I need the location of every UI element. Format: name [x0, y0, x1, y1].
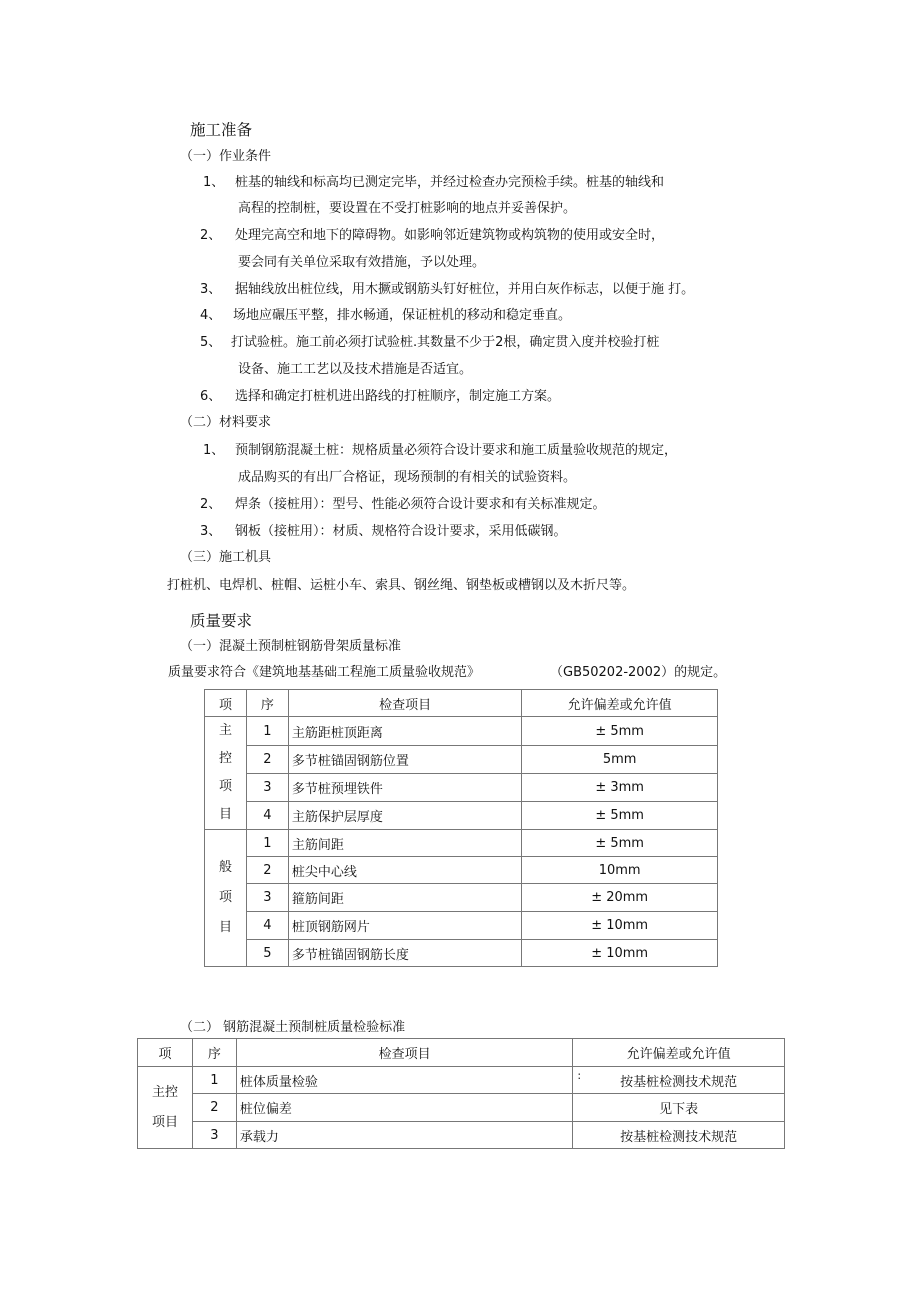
list-item-text: 选择和确定打桩机进出路线的打桩顺序，制定施工方案。: [235, 389, 561, 404]
check-item: 桩位偏差: [236, 1094, 572, 1122]
check-item: 多节桩锚固钢筋长度: [288, 940, 521, 967]
tolerance-value: ± 5mm: [522, 801, 718, 829]
list-item-text: 场地应碾压平整，排水畅通，保证桩机的移动和稳定垂直。: [233, 308, 572, 323]
header-cell: 允许偏差或允许值: [573, 1039, 785, 1067]
tolerance-value: 5mm: [522, 746, 718, 774]
row-number: 1: [246, 830, 288, 857]
subheading-pile-inspection-standard: （二） 钢筋混凝土预制桩质量检验标准: [180, 1020, 406, 1035]
row-number: 4: [246, 912, 288, 940]
tolerance-cell: [573, 1067, 785, 1094]
list-item-text: 据轴线放出桩位线，用木撅或钢筋头钉好桩位，并用白灰作标志，以便于施 打。: [235, 282, 695, 297]
tolerance-value: 见下表: [573, 1094, 785, 1122]
list-item-text: 成品购买的有出厂合格证，现场预制的有相关的试验资料。: [238, 470, 577, 485]
subheading-materials: （二）材料要求: [180, 415, 272, 430]
header-cell: 允许偏差或允许值: [522, 690, 718, 717]
section-title-prep: 施工准备: [190, 121, 253, 139]
list-item-text: 钢板（接桩用）：材质、规格符合设计要求，采用低碳钢。: [235, 524, 567, 539]
list-item-number: 3、: [200, 282, 222, 297]
tolerance-value: ± 5mm: [522, 717, 718, 746]
tolerance-value: 10mm: [522, 857, 718, 884]
header-cell: 序: [246, 690, 288, 717]
list-item-text: 打试验桩。施工前必须打试验桩.其数量不少于2根，确定贯入度并校验打桩: [231, 335, 660, 350]
header-cell: 检查项目: [288, 690, 521, 717]
group-general: 般 项 目: [205, 830, 247, 967]
table-row: [205, 912, 718, 940]
list-item-text: 预制钢筋混凝土桩：规格质量必须符合设计要求和施工质量验收规范的规定，: [235, 443, 678, 458]
tolerance-value: ± 10mm: [522, 940, 718, 967]
subheading-rebar-cage-standard: （一）混凝土预制桩钢筋骨架质量标准: [180, 639, 402, 654]
table-row: [205, 830, 718, 857]
list-item-number: 4、: [200, 308, 222, 323]
table-row: [205, 746, 718, 774]
header-cell: 检查项目: [236, 1039, 572, 1067]
row-number: 1: [192, 1067, 236, 1094]
list-item-number: 1、: [203, 175, 225, 190]
list-item-text: 高程的控制桩，要设置在不受打桩影响的地点并妥善保护。: [238, 201, 577, 216]
subheading-work-conditions: （一）作业条件: [180, 149, 272, 164]
header-cell: 项: [138, 1039, 193, 1067]
check-item: 箍筋间距: [288, 884, 521, 912]
list-item-number: 1、: [203, 443, 225, 458]
tolerance-value: ± 10mm: [522, 912, 718, 940]
rebar-cage-quality-table: [204, 689, 718, 967]
list-item-text: 要会同有关单位采取有效措施，予以处理。: [238, 255, 486, 270]
pile-inspection-table: [137, 1038, 785, 1149]
header-cell: 项: [205, 690, 247, 717]
list-item-number: 2、: [200, 497, 222, 512]
table-row: [205, 774, 718, 802]
table-row: [138, 1094, 785, 1122]
table-row: [205, 801, 718, 829]
row-number: 2: [246, 746, 288, 774]
row-number: 3: [192, 1122, 236, 1149]
check-item: 主筋保护层厚度: [288, 801, 521, 829]
list-item-number: 3、: [200, 524, 222, 539]
table-row: [205, 857, 718, 884]
row-number: 3: [246, 774, 288, 802]
row-number: 2: [192, 1094, 236, 1122]
machinery-text: 打桩机、电焊机、桩帽、运桩小车、索具、钢丝绳、钢垫板或槽钢以及木折尺等。: [167, 578, 636, 593]
check-item: 主筋距桩顶距离: [288, 717, 521, 746]
row-number: 4: [246, 801, 288, 829]
list-item-number: 6、: [200, 389, 222, 404]
tolerance-value: ± 3mm: [522, 774, 718, 802]
row-number: 3: [246, 884, 288, 912]
check-item: 多节桩预埋铁件: [288, 774, 521, 802]
list-item-number: 5、: [200, 335, 222, 350]
table-row: [205, 884, 718, 912]
check-item: 主筋间距: [288, 830, 521, 857]
tolerance-value: 按基桩检测技术规范: [620, 1074, 738, 1090]
tolerance-value: 按基桩检测技术规范: [573, 1122, 785, 1149]
table-row: [205, 717, 718, 746]
table-header-row: [138, 1039, 785, 1067]
check-item: 多节桩锚固钢筋位置: [288, 746, 521, 774]
row-number: 5: [246, 940, 288, 967]
list-item-text: 处理完高空和地下的障碍物。如影响邻近建筑物或构筑物的使用或安全时，: [235, 228, 665, 243]
table-header-row: [205, 690, 718, 717]
list-item-text: 焊条（接桩用）：型号、性能必须符合设计要求和有关标准规定。: [235, 497, 606, 512]
section-title-quality: 质量要求: [190, 612, 253, 630]
standard-note: 质量要求符合《建筑地基基础工程施工质量验收规范》: [168, 665, 481, 680]
standard-code: （GB50202-2002）的规定。: [550, 665, 727, 680]
group-main-control: 主 控 项 目: [205, 717, 247, 830]
tolerance-value: ± 5mm: [522, 830, 718, 857]
check-item: 桩顶钢筋网片: [288, 912, 521, 940]
list-item-number: 2、: [200, 228, 222, 243]
table-row: [205, 940, 718, 967]
list-item-text: 设备、施工工艺以及技术措施是否适宜。: [238, 362, 473, 377]
check-item: 桩尖中心线: [288, 857, 521, 884]
header-cell: 序: [192, 1039, 236, 1067]
list-item-text: 桩基的轴线和标高均已测定完毕，并经过检查办完预检手续。桩基的轴线和: [235, 175, 665, 190]
table-row: [138, 1067, 785, 1094]
row-number: 1: [246, 717, 288, 746]
cell-mark: :: [577, 1069, 582, 1082]
group-main-control: 主控 项目: [138, 1067, 193, 1149]
table-row: [138, 1122, 785, 1149]
row-number: 2: [246, 857, 288, 884]
subheading-machinery: （三）施工机具: [180, 550, 272, 565]
check-item: 桩体质量检验: [236, 1067, 572, 1094]
check-item: 承载力: [236, 1122, 572, 1149]
tolerance-value: ± 20mm: [522, 884, 718, 912]
